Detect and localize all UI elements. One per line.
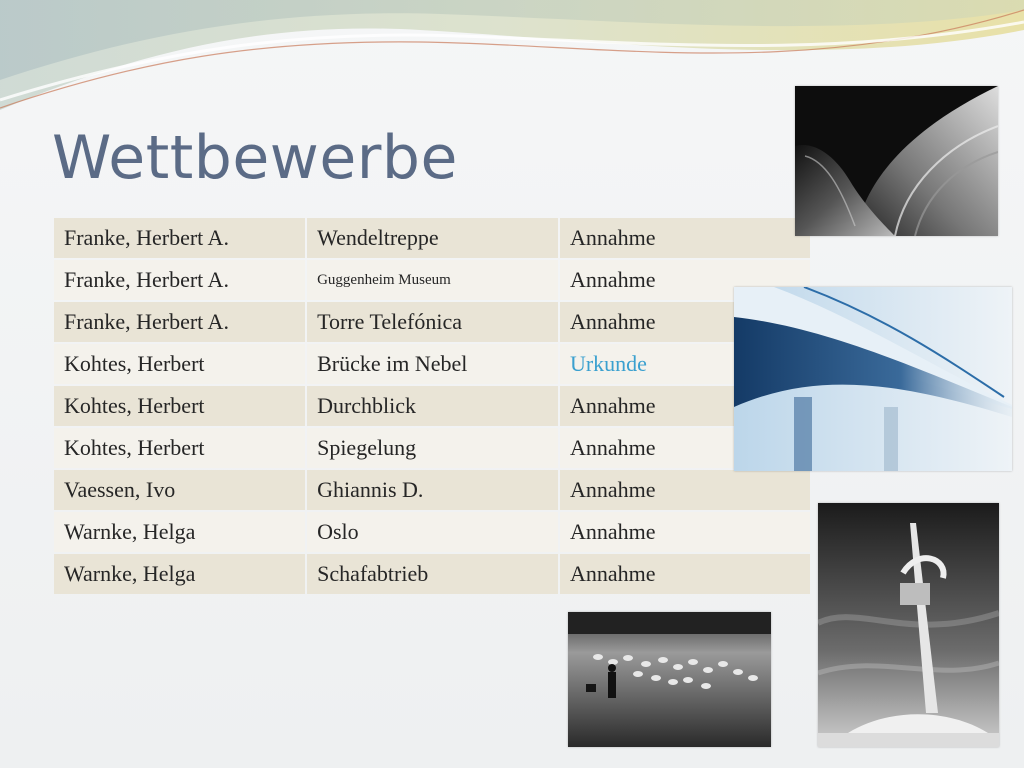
entrant-name-cell: Kohtes, Herbert — [54, 386, 305, 426]
guggenheim-facade-photo — [795, 86, 998, 236]
slide-title: Wettbewerbe — [52, 123, 458, 193]
table-row — [54, 386, 810, 426]
sheep-drive-photo — [568, 612, 771, 747]
result-cell: Annahme — [560, 302, 810, 342]
table-row — [54, 470, 810, 510]
result-cell-highlighted: Urkunde — [560, 344, 810, 384]
work-title-cell: Durchblick — [307, 386, 558, 426]
result-cell: Annahme — [560, 260, 810, 300]
work-title-cell: Ghiannis D. — [307, 470, 558, 510]
result-cell: Annahme — [560, 218, 810, 258]
competition-results-table — [52, 216, 812, 596]
work-title-cell: Oslo — [307, 512, 558, 552]
work-title-cell: Torre Telefónica — [307, 302, 558, 342]
table-row — [54, 218, 810, 258]
table-row — [54, 554, 810, 594]
result-cell: Annahme — [560, 386, 810, 426]
bridge-in-fog-photo — [734, 287, 1012, 471]
entrant-name-cell: Kohtes, Herbert — [54, 428, 305, 468]
entrant-name-cell: Warnke, Helga — [54, 554, 305, 594]
table-row — [54, 260, 810, 300]
table-row — [54, 344, 810, 384]
telecom-tower-photo — [818, 503, 999, 747]
work-title-cell: Spiegelung — [307, 428, 558, 468]
table-row — [54, 512, 810, 552]
entrant-name-cell: Franke, Herbert A. — [54, 218, 305, 258]
result-cell: Annahme — [560, 554, 810, 594]
result-cell: Annahme — [560, 470, 810, 510]
table-row — [54, 302, 810, 342]
entrant-name-cell: Franke, Herbert A. — [54, 260, 305, 300]
result-cell: Annahme — [560, 428, 810, 468]
result-cell: Annahme — [560, 512, 810, 552]
work-title-cell: Schafabtrieb — [307, 554, 558, 594]
entrant-name-cell: Franke, Herbert A. — [54, 302, 305, 342]
entrant-name-cell: Vaessen, Ivo — [54, 470, 305, 510]
work-title-cell: Brücke im Nebel — [307, 344, 558, 384]
entrant-name-cell: Kohtes, Herbert — [54, 344, 305, 384]
entrant-name-cell: Warnke, Helga — [54, 512, 305, 552]
work-title-cell: Guggenheim Museum — [307, 260, 558, 300]
table-row — [54, 428, 810, 468]
work-title-cell: Wendeltreppe — [307, 218, 558, 258]
